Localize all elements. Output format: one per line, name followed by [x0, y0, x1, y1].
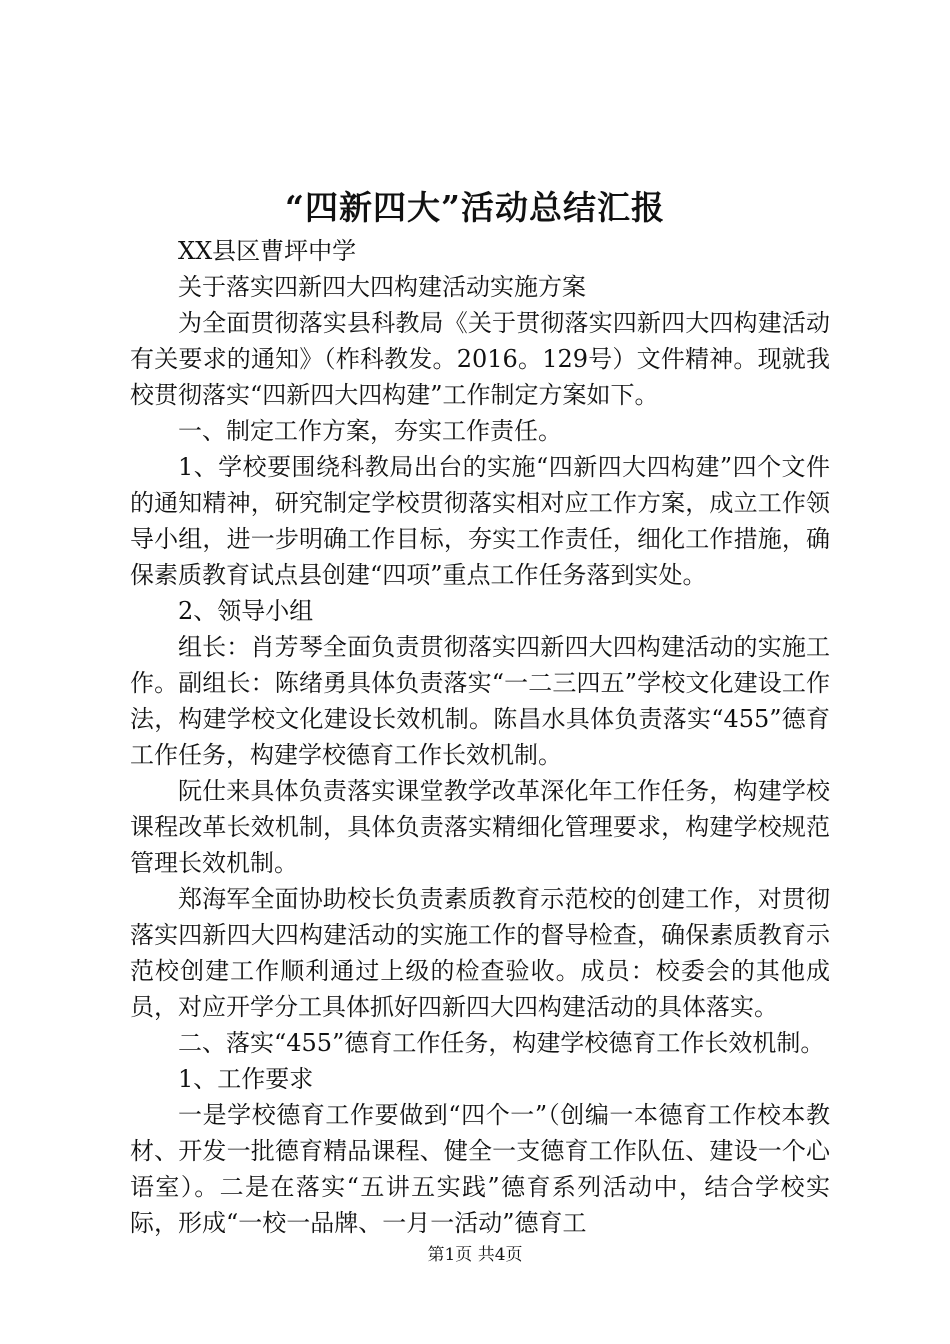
section-heading-2: 二、落实“455”德育工作任务，构建学校德育工作长效机制。: [178, 1029, 825, 1057]
document-body: [130, 233, 830, 1241]
section-heading-1: 一、制定工作方案，夯实工作责任。: [178, 417, 562, 445]
paragraph-requirements-detail: 一是学校德育工作要做到“四个一”（创编一本德育工作校本教材、开发一批德育精品课程、健全一支德育工作队伍、建设一个心语室）。二是在落实“五讲五实践”德育系列活动中，结合学校实际，形成“一校一品牌、一月一活动”德育工: [130, 1101, 830, 1237]
paragraph-work-requirements: 1、工作要求: [178, 1065, 314, 1093]
paragraph-item-2: 2、领导小组: [178, 597, 314, 625]
paragraph-intro: 为全面贯彻落实县科教局《关于贯彻落实四新四大四构建活动有关要求的通知》（柞科教发。2016。129号）文件精神。现就我校贯彻落实“四新四大四构建”工作制定方案如下。: [130, 309, 830, 409]
paragraph-zheng-haijun: 郑海军全面协助校长负责素质教育示范校的创建工作，对贯彻落实四新四大四构建活动的实施工作的督导检查，确保素质教育示范校创建工作顺利通过上级的检查验收。成员：校委会的其他成员，对应开学分工具体抓好四新四大四构建活动的具体落实。: [130, 885, 830, 1021]
paragraph-ruan-shilai: 阮仕来具体负责落实课堂教学改革深化年工作任务，构建学校课程改革长效机制，具体负责落实精细化管理要求，构建学校规范管理长效机制。: [130, 777, 830, 877]
paragraph-school-name: XX县区曹坪中学: [178, 237, 357, 265]
paragraph-plan-title: 关于落实四新四大四构建活动实施方案: [178, 273, 586, 301]
paragraph-item-1: 1、学校要围绕科教局出台的实施“四新四大四构建”四个文件的通知精神，研究制定学校贯彻落实相对应工作方案，成立工作领导小组，进一步明确工作目标，夯实工作责任，细化工作措施，确保素质教育试点县创建“四项”重点工作任务落到实处。: [130, 453, 830, 589]
page-footer: 第1页 共4页: [427, 1245, 523, 1265]
document-title: “四新四大”活动总结汇报: [285, 188, 665, 227]
paragraph-leader-group: 组长：肖芳琴全面负责贯彻落实四新四大四构建活动的实施工作。副组长：陈绪勇具体负责落实“一二三四五”学校文化建设工作法，构建学校文化建设长效机制。陈昌水具体负责落实“455”德育工作任务，构建学校德育工作长效机制。: [130, 633, 830, 769]
